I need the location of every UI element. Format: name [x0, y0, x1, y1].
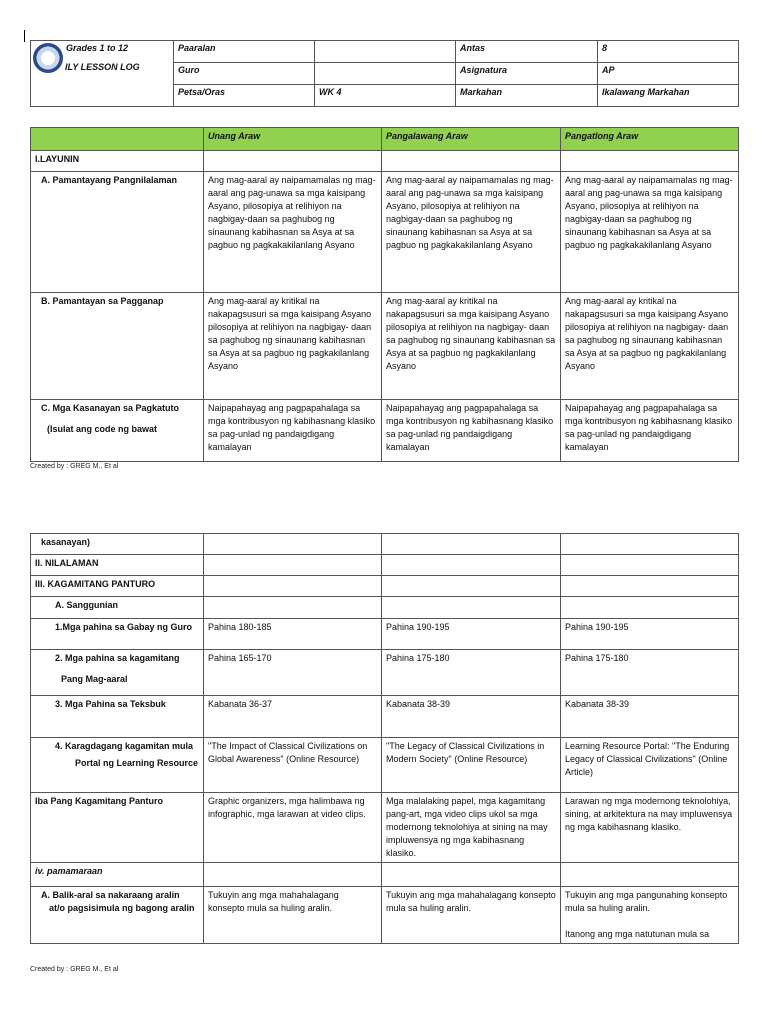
petsa-value: WK 4 — [315, 85, 456, 107]
kasanayan-day-3: Naipapahayag ang pagpapahalaga sa mga kontribusyon ng kabihasnang klasiko sa pag-unlad ng pandaigdigang kamalayan — [561, 400, 739, 462]
gabay-day-2: Pahina 190-195 — [382, 619, 561, 650]
antas-label: Antas — [456, 41, 598, 63]
magaaral-day-3: Pahina 175-180 — [561, 650, 739, 696]
karagdagan-label-cell — [31, 738, 204, 793]
pangnilalaman-day-3: Ang mag-aaral ay naipamamalas ng mag-aaral ang pag-unawa sa mga kaisipang Asyano, pilosopiya at relihiyon na nagbigay-daan sa paghubog ng sinaunang kabihasnan sa Asya at sa pagbuo ng pagkakakilanlang Asyano — [561, 172, 739, 293]
kasanayan-label-cell — [31, 400, 204, 462]
lesson-log-title: ILY LESSON LOG — [65, 62, 140, 72]
magaaral-label-2: Pang Mag-aaral — [61, 674, 128, 684]
corner-cell — [31, 128, 204, 151]
balik-aral-label: A. Balik-aral sa nakaraang aralin — [41, 890, 180, 900]
teksbuk-day-1: Kabanata 36-37 — [204, 696, 382, 738]
balik-aral-day-2: Tukuyin ang mga mahahalagang konsepto mula sa huling aralin. — [382, 887, 561, 944]
teksbuk-label: 3. Mga Pahina sa Teksbuk — [31, 696, 204, 738]
pamamaraan-heading: iv. pamamaraan — [31, 863, 204, 887]
layunin-heading: I.LAYUNIN — [31, 151, 204, 172]
pamantayang-pangnilalaman-label: A. Pamantayang Pangnilalaman — [31, 172, 204, 293]
guro-label: Guro — [174, 63, 315, 85]
sanggunian-heading: A. Sanggunian — [31, 597, 204, 619]
iba-day-2: Mga malalaking papel, mga kagamitang pang-art, mga video clips ukol sa mga modernong teknolohiya at sining na may impluwensya ng mga kabihasnang klasiko. — [382, 793, 561, 863]
teksbuk-day-3: Kabanata 38-39 — [561, 696, 739, 738]
paaralan-label: Paaralan — [174, 41, 315, 63]
logo-cell — [31, 41, 174, 107]
karagdagan-label-2: Portal ng Learning Resource — [75, 758, 199, 768]
gabay-day-3: Pahina 190-195 — [561, 619, 739, 650]
pagganap-day-3: Ang mag-aaral ay kritikal na nakapagsusuri sa mga kaisipang Asyano pilosopiya at relihiyon na nagbigay- daan sa paghubog ng sinaunang kabihasnan sa Asya at sa pagbuo ng pagkakilanlang Asyano — [561, 293, 739, 400]
gabay-day-1: Pahina 180-185 — [204, 619, 382, 650]
kasanayan-continued: kasanayan) — [31, 534, 204, 555]
deped-seal-icon — [33, 43, 63, 73]
balik-aral-day-3-extra: Itanong ang mga natutunan mula sa — [565, 929, 710, 939]
petsa-label: Petsa/Oras — [174, 85, 315, 107]
markahan-value: Ikalawang Markahan — [598, 85, 739, 107]
balik-aral-day-3-cell — [561, 887, 739, 944]
lesson-table-page1 — [30, 127, 739, 462]
day-2-header: Pangalawang Araw — [382, 128, 561, 151]
pangnilalaman-day-1: Ang mag-aaral ay naipamamalas ng mag-aaral ang pag-unawa sa mga kaisipang Asyano, pilosopiya at relihiyon na nagbigay-daan sa paghubog ng sinaunang kabihasnan sa Asya at sa pagbuo ng pagkakakilanlang Asyano — [204, 172, 382, 293]
magaaral-label: 2. Mga pahina sa kagamitang — [55, 653, 180, 663]
asignatura-value: AP — [598, 63, 739, 85]
guro-value — [315, 63, 456, 85]
balik-aral-label-cell — [31, 887, 204, 944]
paaralan-value — [315, 41, 456, 63]
iba-day-1: Graphic organizers, mga halimbawa ng infographic, mga larawan at video clips. — [204, 793, 382, 863]
kagamitan-heading: III. KAGAMITANG PANTURO — [31, 576, 204, 597]
header-table — [30, 40, 739, 107]
footer-credit-2: Created by : GREG M., Et al — [30, 966, 119, 973]
magaaral-day-1: Pahina 165-170 — [204, 650, 382, 696]
asignatura-label: Asignatura — [456, 63, 598, 85]
karagdagan-day-2: "The Legacy of Classical Civilizations in Modern Society" (Online Resource) — [382, 738, 561, 793]
balik-aral-day-3: Tukuyin ang mga pangunahing konsepto mula sa huling aralin. — [565, 890, 728, 913]
pagganap-day-1: Ang mag-aaral ay kritikal na nakapagsusuri sa mga kaisipang Asyano pilosopiya at relihiyon na nagbigay- daan sa paghubog ng sinaunang kabihasnan sa Asya at sa pagbuo ng pagkakilanlang Asyano — [204, 293, 382, 400]
karagdagan-day-1: "The Impact of Classical Civilizations on Global Awareness" (Online Resource) — [204, 738, 382, 793]
day-3-header: Pangatlong Araw — [561, 128, 739, 151]
magaaral-label-cell — [31, 650, 204, 696]
kasanayan-day-1: Naipapahayag ang pagpapahalaga sa mga kontribusyon ng kabihasnang klasiko sa pag-unlad ng pandaigdigang kamalayan — [204, 400, 382, 462]
footer-credit: Created by : GREG M., Et al — [30, 463, 119, 470]
magaaral-day-2: Pahina 175-180 — [382, 650, 561, 696]
kasanayan-note: (Isulat ang code ng bawat — [47, 424, 158, 434]
gabay-label: 1.Mga pahina sa Gabay ng Guro — [31, 619, 204, 650]
iba-day-3: Larawan ng mga modernong teknolohiya, sining, at arkitektura na may impluwensya ng mga kabihasnang klasiko. — [561, 793, 739, 863]
teksbuk-day-2: Kabanata 38-39 — [382, 696, 561, 738]
karagdagan-label: 4. Karagdagang kagamitan mula — [55, 741, 194, 751]
iba-label: Iba Pang Kagamitang Panturo — [31, 793, 204, 863]
markahan-label: Markahan — [456, 85, 598, 107]
karagdagan-day-3: Learning Resource Portal: "The Enduring Legacy of Classical Civilizations" (Online Article) — [561, 738, 739, 793]
balik-aral-day-1: Tukuyin ang mga mahahalagang konsepto mula sa huling aralin. — [204, 887, 382, 944]
kasanayan-label: C. Mga Kasanayan sa Pagkatuto — [41, 403, 180, 413]
antas-value: 8 — [598, 41, 739, 63]
pagganap-day-2: Ang mag-aaral ay kritikal na nakapagsusuri sa mga kaisipang Asyano pilosopiya at relihiyon na nagbigay- daan sa paghubog ng sinaunang kabihasnan sa Asya at sa pagbuo ng pagkakilanlang Asyano — [382, 293, 561, 400]
nilalaman-heading: II. NILALAMAN — [31, 555, 204, 576]
lesson-table-page2 — [30, 533, 739, 944]
text-cursor — [24, 30, 25, 42]
kasanayan-day-2: Naipapahayag ang pagpapahalaga sa mga kontribusyon ng kabihasnang klasiko sa pag-unlad ng pandaigdigang kamalayan — [382, 400, 561, 462]
pangnilalaman-day-2: Ang mag-aaral ay naipamamalas ng mag-aaral ang pag-unawa sa mga kaisipang Asyano, pilosopiya at relihiyon na nagbigay-daan sa paghubog ng sinaunang kabihasnan sa Asya at sa pagbuo ng pagkakakilanlang Asyano — [382, 172, 561, 293]
day-1-header: Unang Araw — [204, 128, 382, 151]
pamantayan-pagganap-label: B. Pamantayan sa Pagganap — [31, 293, 204, 400]
balik-aral-label-2: at/o pagsisimula ng bagong aralin — [49, 903, 195, 913]
grades-label: Grades 1 to 12 — [66, 43, 129, 53]
